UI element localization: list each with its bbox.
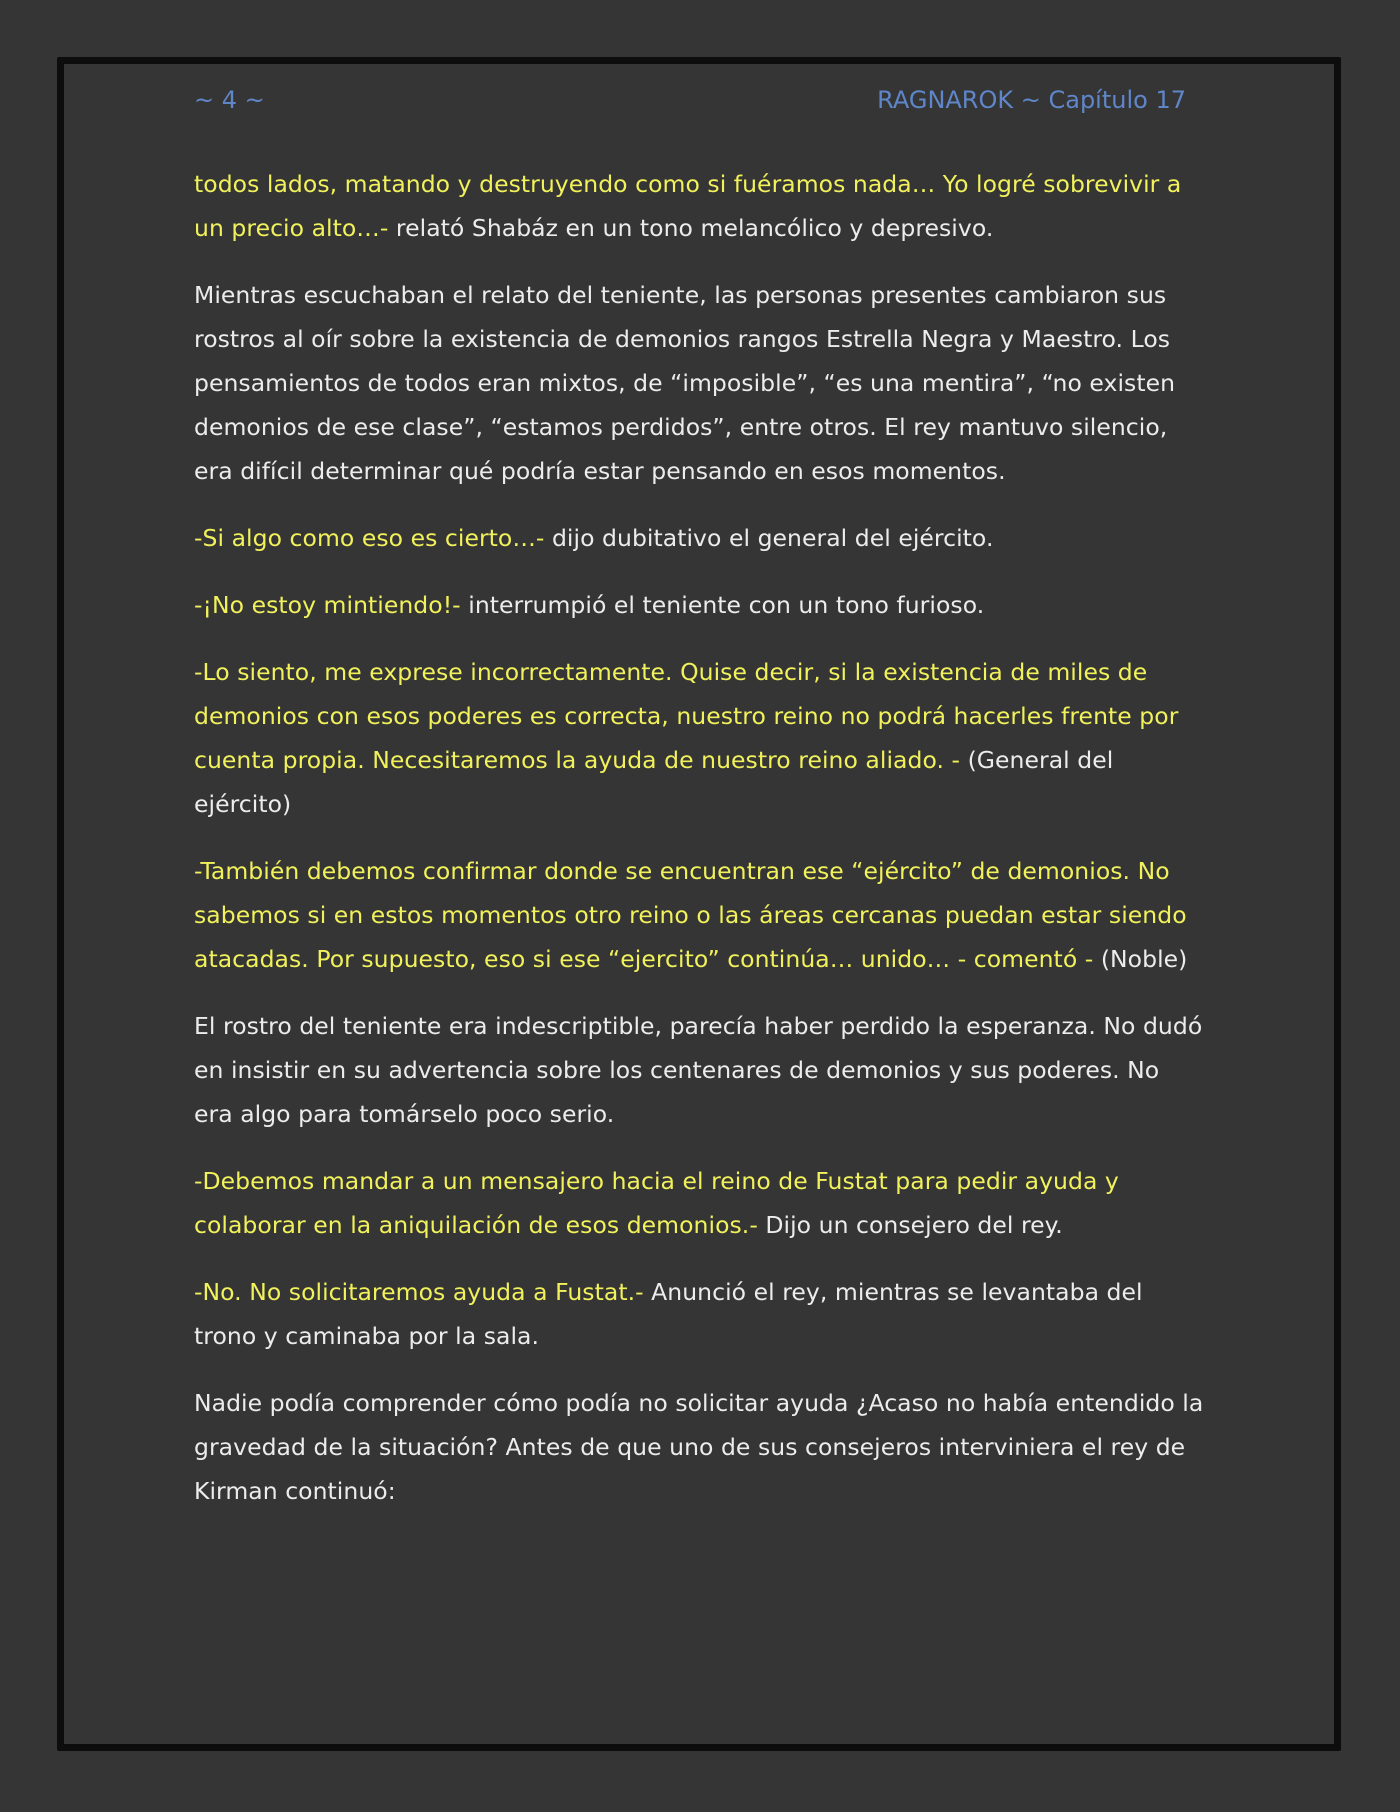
dialogue-text: -Debemos mandar a un mensajero hacia el reino de Fustat para pedir ayuda y colaborar en la aniquilación de esos demonios.- [194,1167,1119,1239]
page-number: ~ 4 ~ [194,86,265,114]
paragraph [194,1159,1204,1247]
narration-text: (General del ejército) [194,746,1114,818]
dialogue-text: -Si algo como eso es cierto…- [194,524,552,552]
narration-text: El rostro del teniente era indescriptible, parecía haber perdido la esperanza. No dudó en insistir en su advertencia sobre los centenares de demonios y sus poderes. No era algo para tomárselo poco serio. [194,1012,1203,1128]
dialogue-text: -No. No solicitaremos ayuda a Fustat.- [194,1278,652,1306]
narration-text: (Noble) [1100,945,1188,973]
dialogue-text: todos lados, matando y destruyendo como si fuéramos nada… Yo logré sobrevivir a un precio alto…- [194,170,1182,242]
paragraph [194,162,1204,250]
narration-text: Anunció el rey, mientras se levantaba del trono y caminaba por la sala. [194,1278,1143,1350]
dialogue-text: -¡No estoy mintiendo!- [194,591,469,619]
paragraph [194,650,1204,826]
paragraph [194,273,1204,493]
narration-text: Dijo un consejero del rey. [765,1211,1063,1239]
paragraph [194,583,1204,627]
paragraph [194,1270,1204,1358]
running-title: RAGNAROK ~ Capítulo 17 [877,86,1186,114]
narration-text: dijo dubitativo el general del ejército. [551,524,994,552]
paragraph [194,516,1204,560]
narration-text: Nadie podía comprender cómo podía no solicitar ayuda ¿Acaso no había entendido la gravedad de la situación? Antes de que uno de sus consejeros interviniera el rey de Kirman continuó: [194,1389,1204,1505]
body-text [194,162,1204,1536]
paragraph [194,849,1204,981]
narration-text: relató Shabáz en un tono melancólico y depresivo. [395,214,994,242]
dialogue-text: -También debemos confirmar donde se encuentran ese “ejército” de demonios. No sabemos si en estos momentos otro reino o las áreas cercanas puedan estar siendo atacadas. Por supuesto, eso si ese “ejercito” continúa… unido… - comentó - [194,857,1187,973]
paragraph [194,1004,1204,1136]
dialogue-text: -Lo siento, me exprese incorrectamente. Quise decir, si la existencia de miles de demonios con esos poderes es correcta, nuestro reino no podrá hacerles frente por cuenta propia. Necesitaremos la ayuda de nuestro reino aliado. - [194,658,1179,774]
narration-text: interrumpió el teniente con un tono furioso. [468,591,985,619]
narration-text: Mientras escuchaban el relato del teniente, las personas presentes cambiaron sus rostros al oír sobre la existencia de demonios rangos Estrella Negra y Maestro. Los pensamientos de todos eran mixtos, de “imposible”, “es una mentira”, “no existen demonios de ese clase”, “estamos perdidos”, entre otros. El rey mantuvo silencio, era difícil determinar qué podría estar pensando en esos momentos. [194,281,1176,485]
page-header [194,86,1186,118]
paragraph [194,1381,1204,1513]
